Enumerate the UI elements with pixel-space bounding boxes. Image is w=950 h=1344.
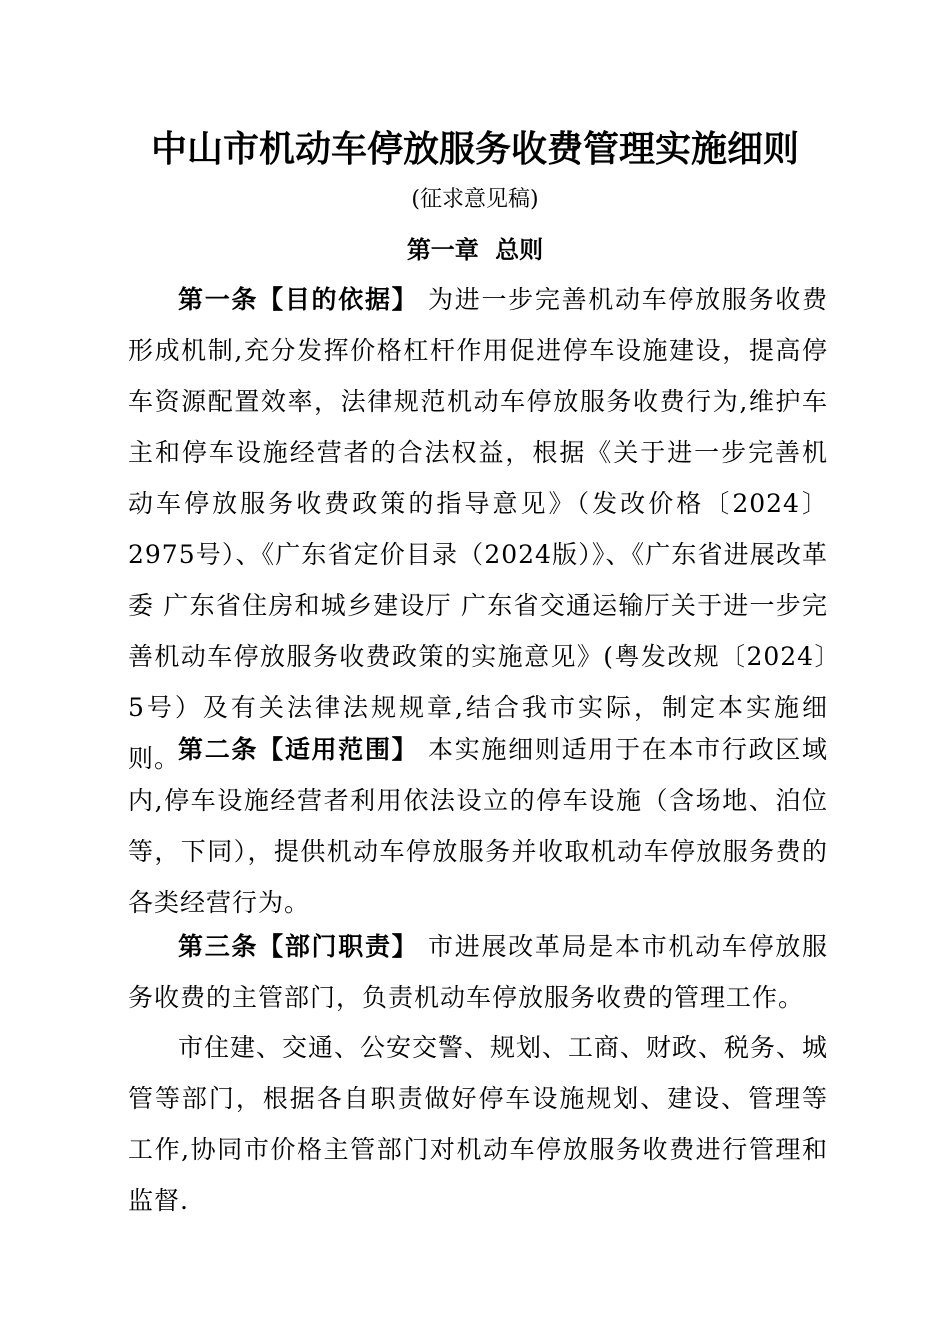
chapter-heading: 第一章 总则: [406, 236, 544, 264]
article-3-text: 市进展改革局是本市机动车停放服务收费的主管部门，负责机动车停放服务收费的管理工作。: [128, 932, 828, 1012]
article-3: [128, 921, 828, 1023]
document-subtitle: (征求意见稿): [411, 187, 539, 212]
article-3-heading: 第三条【部门职责】: [178, 932, 419, 961]
article-1: [128, 274, 828, 784]
article-2-heading: 第二条【适用范围】: [178, 735, 419, 764]
article-1-text: 为进一步完善机动车停放服务收费形成机制,充分发挥价格杠杆作用促进停车设施建设，提高停车资源配置效率，法律规范机动车停放服务收费行为,维护车主和停车设施经营者的合法权益，根据《关于进一步完善机动车停放服务收费政策的指导意见》（发改价格〔2024〕2975号）、《广东省定价目录（2024版）》、《广东省进展改革委 广东省住房和城乡建设厅 广东省交通运输厅关于进一步完善机动车停放服务收费政策的实施意见》(粤发改规〔2024〕5号）及有关法律法规规章,结合我市实际，制定本实施细则。: [128, 285, 828, 773]
article-1-heading: 第一条【目的依据】: [178, 285, 419, 314]
document-title: 中山市机动车停放服务收费管理实施细则: [150, 129, 799, 170]
article-2-text: 本实施细则适用于在本市行政区域内,停车设施经营者利用依法设立的停车设施（含场地、泊位等，下同），提供机动车停放服务并收取机动车停放服务费的各类经营行为。: [128, 735, 828, 917]
article-2: [128, 724, 828, 928]
article-3-paragraph-2: 市住建、交通、公安交警、规划、工商、财政、税务、城管等部门，根据各自职责做好停车设施规划、建设、管理等工作,协同市价格主管部门对机动车停放服务收费进行管理和监督.: [128, 1033, 829, 1215]
